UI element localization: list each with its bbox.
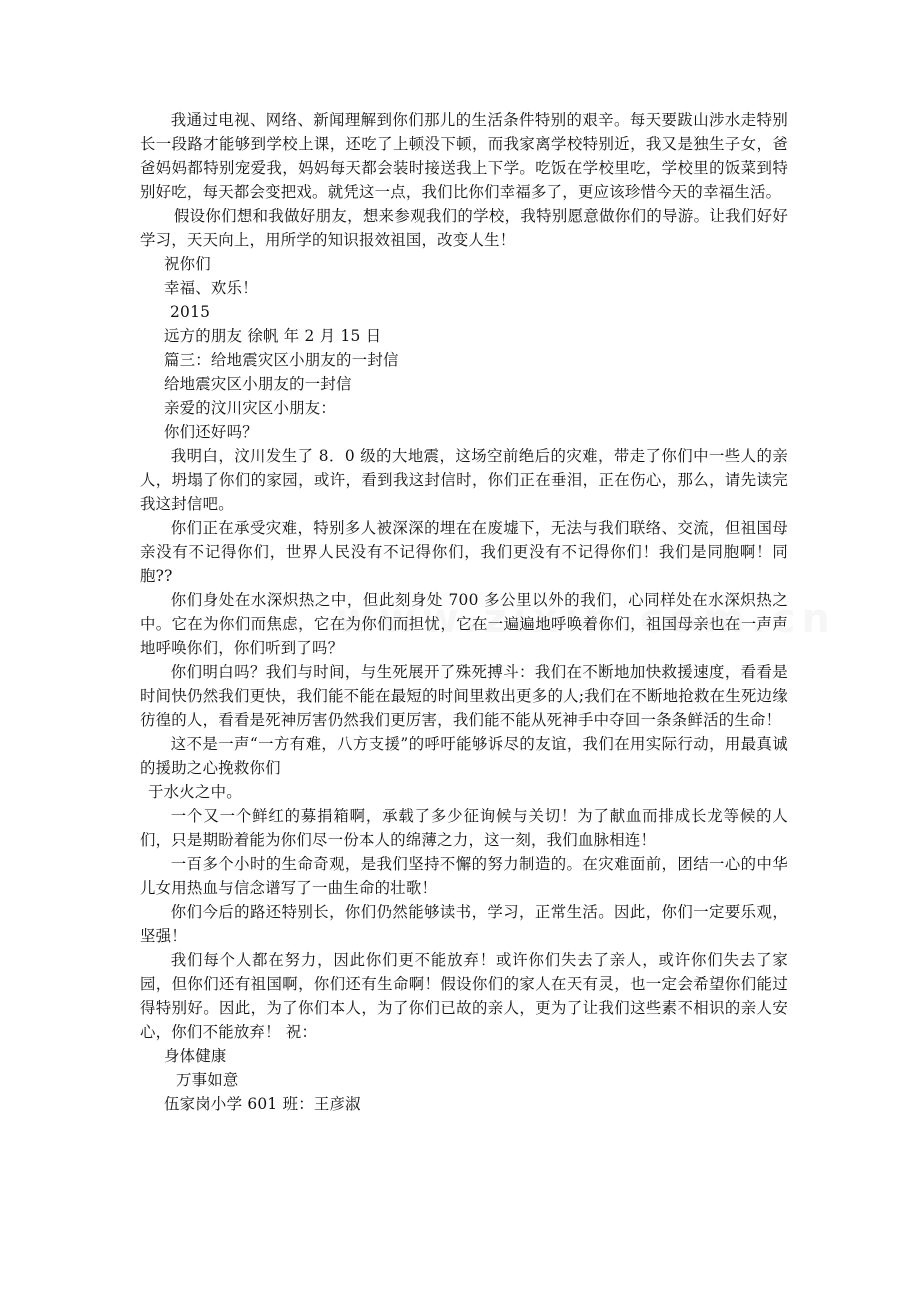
closing-year: 2015 — [170, 303, 211, 321]
paragraph-rescue: 你们明白吗？我们与时间，与生死展开了殊死搏斗：我们在不断地加快救援速度，看看是时间快仍然我们更快，我们能不能在最短的时间里救出更多的人;我们在不断地抢救在生死边缘彷徨的人，看看是死神厉害仍然我们更厉害，我们能不能从死神手中夺回一条条鲜活的生命！ — [140, 663, 788, 729]
paragraph-friendship-invite: 假设你们想和我做好朋友，想来参观我们的学校，我特别愿意做你们的导游。让我们好好学习，天天向上，用所学的知识报效祖国，改变人生！ — [140, 207, 788, 249]
paragraph-living-conditions: 我通过电视、网络、新闻理解到你们那儿的生活条件特别的艰辛。每天要跋山涉水走特别长一段路才能够到学校上课，还吃了上顿没下顿，而我家离学校特别近，我又是独生子女，爸爸妈妈都特别宠爱我，妈妈每天都会装时接送我上下学。吃饭在学校里吃，学校里的饭菜到特别好吃，每天都会变把戏。就凭这一点，我们比你们幸福多了，更应该珍惜今天的幸福生活。 — [140, 111, 788, 201]
wish-health: 身体健康 — [164, 1047, 227, 1065]
closing-happy: 幸福、欢乐！ — [164, 279, 258, 297]
author-signature: 伍家岗小学 601 班：王彦淑 — [164, 1095, 361, 1113]
letter-greeting: 亲爱的汶川灾区小朋友： — [164, 399, 337, 417]
paragraph-continuation: 于水火之中。 — [148, 783, 242, 801]
paragraph-earthquake: 我明白，汶川发生了 8．0 级的大地震，这场空前绝后的灾难，带走了你们中一些人的亲人，坍塌了你们的家园，或许，看到我这封信时，你们正在垂泪，正在伤心，那么，请先读完我这封信吧。 — [140, 447, 788, 513]
letter-hello: 你们还好吗？ — [164, 423, 258, 441]
paragraph-distance: 你们身处在水深炽热之中，但此刻身处 700 多公里以外的我们，心同样处在水深炽热之中。它在为你们而焦虑，它在为你们而担忧，它在一遍遍地呼唤着你们，祖国母亲也在一声声地呼唤你们，你们听到了吗？ — [140, 591, 788, 657]
document-body — [140, 108, 788, 1116]
letter-title: 给地震灾区小朋友的一封信 — [164, 375, 352, 393]
paragraph-support: 这不是一声“一方有难，八方支援”的呼吁能够诉尽的友谊，我们在用实际行动，用最真诚的援助之心挽救你们 — [140, 735, 788, 777]
wish-luck: 万事如意 — [176, 1071, 239, 1089]
paragraph-miracle: 一百多个小时的生命奇观，是我们坚持不懈的努力制造的。在灾难面前，团结一心的中华儿女用热血与信念谱写了一曲生命的壮歌！ — [140, 855, 788, 897]
section-heading: 篇三：给地震灾区小朋友的一封信 — [164, 351, 399, 369]
paragraph-dont-give-up: 我们每个人都在努力，因此你们更不能放弃！或许你们失去了亲人，或许你们失去了家园，但你们还有祖国啊，你们还有生命啊！假设你们的家人在天有灵，也一定会希望你们能过得特别好。因此，为了你们本人，为了你们已故的亲人，更为了让我们这些素不相识的亲人安心，你们不能放弃！ 祝： — [140, 951, 788, 1041]
closing-wish: 祝你们 — [164, 255, 211, 273]
signature-line: 远方的朋友 徐帆 年 2 月 15 日 — [164, 327, 382, 345]
paragraph-future: 你们今后的路还特别长，你们仍然能够读书，学习，正常生活。因此，你们一定要乐观，坚强！ — [140, 903, 788, 945]
paragraph-donation: 一个又一个鲜红的募捐箱啊，承载了多少征询候与关切！为了献血而排成长龙等候的人们，只是期盼着能为你们尽一份本人的绵薄之力，这一刻，我们血脉相连！ — [140, 807, 788, 849]
paragraph-suffering: 你们正在承受灾难，特别多人被深深的埋在在废墟下，无法与我们联络、交流，但祖国母亲没有不记得你们，世界人民没有不记得你们，我们更没有不记得你们！我们是同胞啊！同胞?? — [140, 519, 788, 585]
